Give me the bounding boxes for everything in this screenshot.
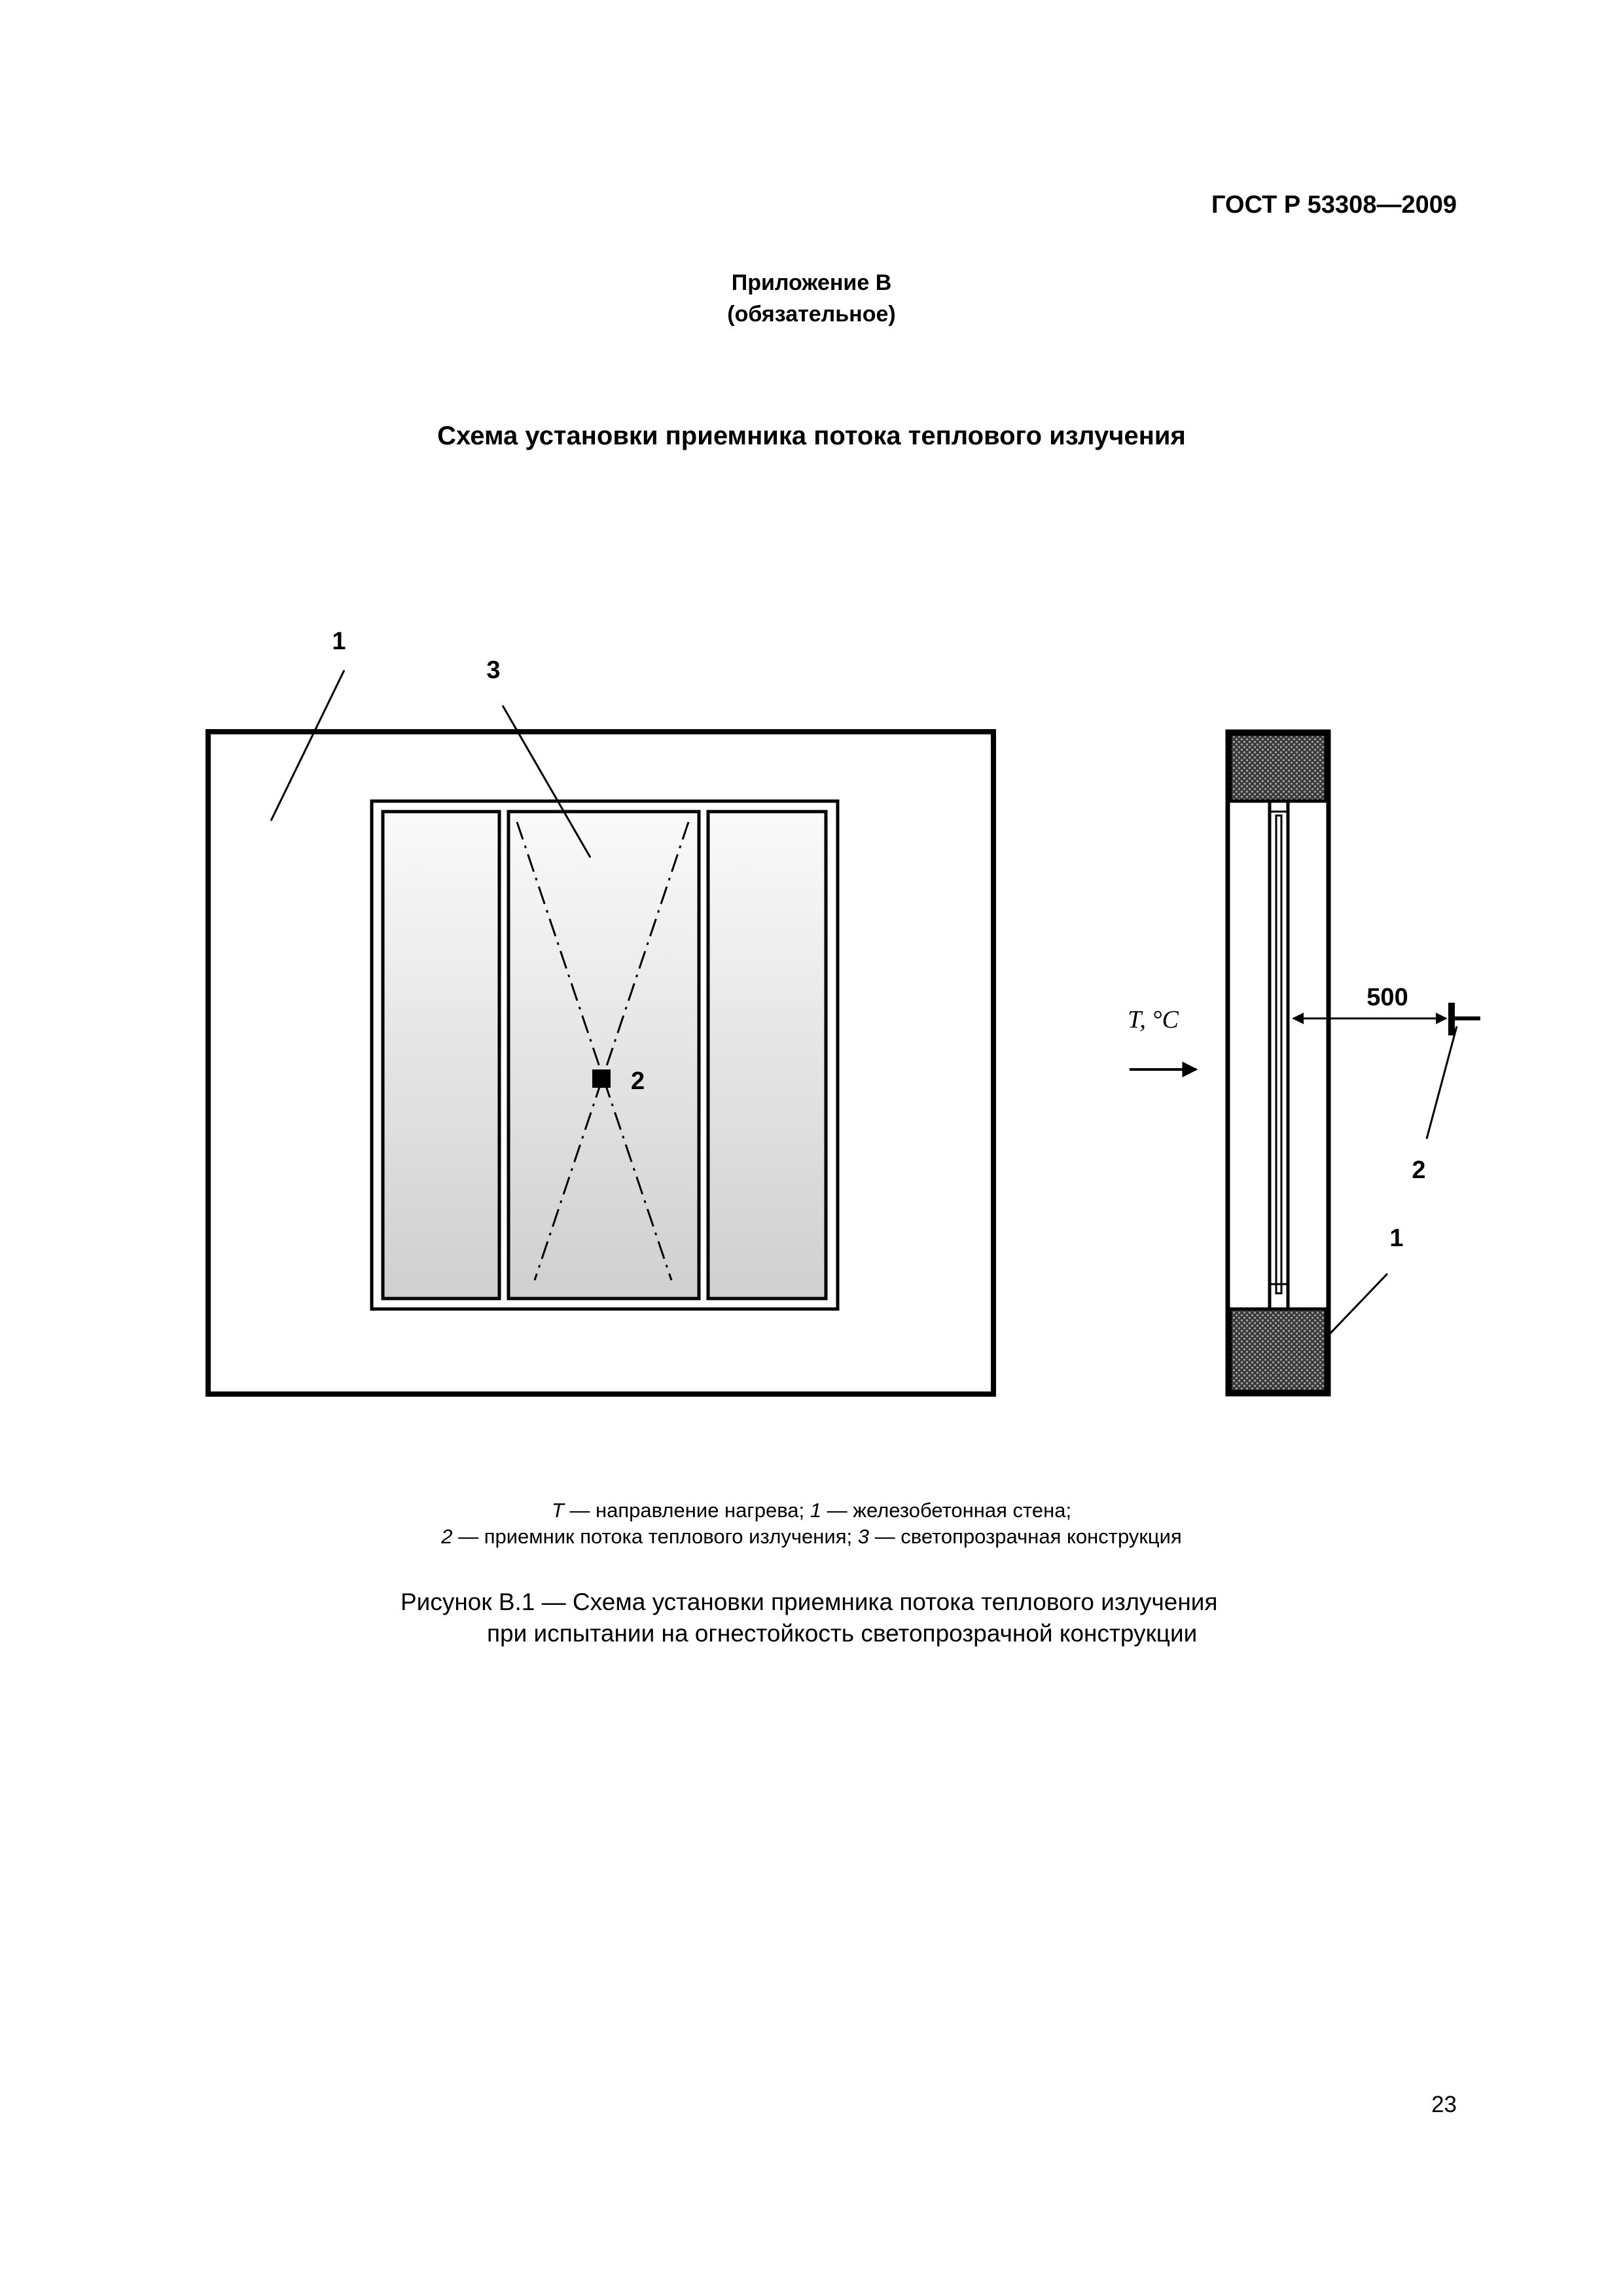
caption-line-2: при испытании на огнестойкость светопрозрачной конструкции (487, 1620, 1198, 1647)
heat-direction-label: T, °C (1128, 1006, 1179, 1033)
document-code: ГОСТ Р 53308—2009 (1211, 191, 1457, 219)
glass-pane-left (383, 812, 499, 1299)
legend-text-t: — направление нагрева; (563, 1499, 810, 1522)
glass-section (1276, 816, 1281, 1293)
concrete-top-hatch (1230, 734, 1326, 801)
side-label-receiver: 2 (1412, 1157, 1426, 1184)
leader-side-receiver (1427, 1026, 1457, 1139)
concrete-bottom-hatch (1230, 1309, 1326, 1391)
legend-key-2: 2 (441, 1525, 453, 1548)
glass-pane-right (708, 812, 826, 1299)
glass-pane-center (508, 812, 699, 1299)
label-glazing: 3 (486, 656, 501, 684)
legend-key-1: 1 (810, 1499, 822, 1522)
figure-legend (0, 1498, 1623, 1550)
appendix-title: Приложение В (731, 270, 892, 295)
label-receiver: 2 (631, 1067, 645, 1095)
dimension-label: 500 (1366, 984, 1408, 1011)
leader-side-wall (1329, 1274, 1387, 1335)
page-number: 23 (1431, 2092, 1457, 2117)
side-label-wall: 1 (1389, 1225, 1404, 1252)
legend-line-2 (0, 1524, 1623, 1550)
legend-text-2: — приемник потока теплового излучения; (452, 1525, 858, 1548)
legend-line-1 (0, 1498, 1623, 1524)
scheme-title: Схема установки приемника потока теплового излучения (437, 422, 1186, 450)
legend-text-3: — светопрозрачная конструкция (869, 1525, 1182, 1548)
caption-line-1: Рисунок В.1 — Схема установки приемника потока теплового излучения (401, 1588, 1218, 1615)
legend-text-1: — железобетонная стена; (821, 1499, 1072, 1522)
label-wall: 1 (332, 628, 346, 655)
legend-key-3: 3 (857, 1525, 869, 1548)
appendix-status: (обязательное) (727, 302, 896, 327)
receiver-marker (592, 1069, 611, 1088)
legend-key-t: T (551, 1499, 564, 1522)
figure-caption (401, 1587, 1218, 1649)
